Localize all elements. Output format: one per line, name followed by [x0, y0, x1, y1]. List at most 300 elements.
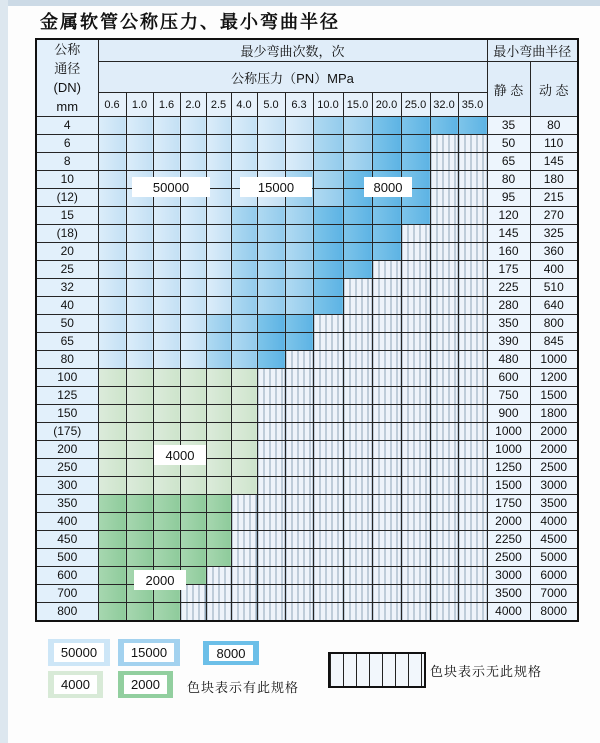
no-spec-cell [458, 513, 487, 531]
no-spec-cell [430, 171, 458, 189]
spec-cell-15000 [206, 333, 231, 351]
page-top-margin [0, 0, 600, 6]
pressure-col-header: 1.0 [126, 93, 153, 117]
no-spec-cell [401, 333, 430, 351]
spec-cell-2000 [126, 531, 153, 549]
no-spec-cell [343, 567, 372, 585]
no-spec-cell [458, 279, 487, 297]
spec-cell-4000 [126, 477, 153, 495]
spec-cell-50000 [180, 315, 206, 333]
spec-cell-2000 [126, 513, 153, 531]
no-spec-cell [458, 567, 487, 585]
no-spec-cell [401, 387, 430, 405]
no-spec-cell [231, 549, 257, 567]
no-spec-cell [430, 423, 458, 441]
no-spec-cell [313, 603, 343, 622]
spec-cell-4000 [231, 441, 257, 459]
table-row [36, 153, 578, 171]
no-spec-cell [343, 585, 372, 603]
spec-cell-8000 [401, 207, 430, 225]
spec-cell-4000 [126, 387, 153, 405]
no-spec-cell [458, 603, 487, 622]
no-spec-cell [458, 405, 487, 423]
no-spec-cell [206, 585, 231, 603]
no-spec-cell [231, 567, 257, 585]
no-spec-cell [430, 531, 458, 549]
static-radius-cell: 35 [487, 117, 530, 135]
spec-cell-4000 [231, 387, 257, 405]
spec-cell-2000 [98, 495, 126, 513]
spec-cell-15000 [313, 117, 343, 135]
no-spec-cell [285, 459, 313, 477]
table-row [36, 531, 578, 549]
no-spec-cell [401, 549, 430, 567]
spec-cell-15000 [231, 333, 257, 351]
spec-cell-8000 [401, 117, 430, 135]
dn-cell: 200 [36, 441, 98, 459]
dynamic-radius-cell: 2000 [530, 423, 578, 441]
spec-cell-2000 [126, 549, 153, 567]
no-spec-cell [257, 531, 285, 549]
spec-cell-8000 [313, 207, 343, 225]
zone-label-4000: 4000 [154, 445, 206, 465]
spec-cell-15000 [313, 135, 343, 153]
table-row [36, 585, 578, 603]
dynamic-radius-cell: 510 [530, 279, 578, 297]
no-spec-cell [401, 261, 430, 279]
spec-cell-2000 [98, 513, 126, 531]
spec-cell-2000 [180, 549, 206, 567]
no-spec-cell [285, 387, 313, 405]
spec-cell-50000 [285, 117, 313, 135]
spec-cell-8000 [285, 315, 313, 333]
legend-swatch-2000 [118, 671, 173, 698]
no-spec-cell [285, 405, 313, 423]
dynamic-radius-cell: 6000 [530, 567, 578, 585]
spec-cell-8000 [372, 207, 401, 225]
no-spec-cell [313, 459, 343, 477]
no-spec-cell [372, 477, 401, 495]
dynamic-radius-cell: 7000 [530, 585, 578, 603]
dn-cell: 40 [36, 297, 98, 315]
table-row [36, 567, 578, 585]
dn-cell: 350 [36, 495, 98, 513]
dn-cell: 20 [36, 243, 98, 261]
spec-cell-8000 [343, 261, 372, 279]
no-spec-cell [430, 495, 458, 513]
zone-label-8000: 8000 [364, 177, 412, 197]
table-row [36, 423, 578, 441]
spec-cell-15000 [285, 243, 313, 261]
spec-cell-50000 [180, 351, 206, 369]
legend [0, 635, 600, 725]
dn-cell: 400 [36, 513, 98, 531]
static-radius-cell: 2000 [487, 513, 530, 531]
spec-cell-50000 [180, 243, 206, 261]
no-spec-cell [458, 423, 487, 441]
no-spec-cell [401, 531, 430, 549]
spec-cell-8000 [372, 135, 401, 153]
spec-cell-8000 [313, 279, 343, 297]
table-row [36, 459, 578, 477]
spec-cell-50000 [98, 261, 126, 279]
legend-swatch-4000 [48, 671, 103, 698]
no-spec-cell [401, 423, 430, 441]
spec-cell-8000 [313, 297, 343, 315]
no-spec-cell [313, 477, 343, 495]
no-spec-cell [343, 405, 372, 423]
no-spec-cell [430, 297, 458, 315]
dynamic-radius-cell: 110 [530, 135, 578, 153]
no-spec-cell [343, 549, 372, 567]
no-spec-cell [257, 585, 285, 603]
dynamic-radius-cell: 1200 [530, 369, 578, 387]
legend-swatch-4000-label: 4000 [54, 675, 97, 694]
no-spec-cell [313, 567, 343, 585]
static-radius-cell: 65 [487, 153, 530, 171]
spec-cell-50000 [126, 117, 153, 135]
static-radius-cell: 390 [487, 333, 530, 351]
min-bend-radius-header: 最小弯曲半径 [487, 39, 578, 62]
no-spec-cell [430, 405, 458, 423]
pressure-col-header: 0.6 [98, 93, 126, 117]
table-row [36, 135, 578, 153]
dynamic-radius-cell: 3000 [530, 477, 578, 495]
dynamic-radius-cell: 2500 [530, 459, 578, 477]
spec-cell-50000 [180, 225, 206, 243]
spec-cell-50000 [257, 135, 285, 153]
no-spec-cell [313, 441, 343, 459]
legend-swatch-50000-label: 50000 [54, 643, 104, 662]
spec-cell-8000 [430, 117, 458, 135]
spec-cell-50000 [98, 243, 126, 261]
no-spec-cell [257, 423, 285, 441]
spec-cell-50000 [153, 333, 180, 351]
dynamic-radius-cell: 180 [530, 171, 578, 189]
no-spec-cell [343, 387, 372, 405]
dynamic-radius-cell: 4500 [530, 531, 578, 549]
no-spec-cell [372, 315, 401, 333]
spec-cell-8000 [343, 207, 372, 225]
no-spec-cell [458, 135, 487, 153]
corner-line-1: 公称 [54, 42, 81, 57]
no-spec-cell [401, 279, 430, 297]
spec-cell-50000 [126, 351, 153, 369]
spec-cell-4000 [98, 423, 126, 441]
spec-cell-50000 [98, 315, 126, 333]
spec-cell-4000 [180, 369, 206, 387]
dn-cell: 125 [36, 387, 98, 405]
table-row [36, 549, 578, 567]
table-row [36, 513, 578, 531]
spec-cell-50000 [98, 279, 126, 297]
spec-cell-15000 [343, 135, 372, 153]
no-spec-cell [430, 369, 458, 387]
dn-cell: 450 [36, 531, 98, 549]
spec-cell-8000 [257, 351, 285, 369]
no-spec-cell [313, 531, 343, 549]
no-spec-cell [257, 513, 285, 531]
spec-cell-8000 [257, 333, 285, 351]
no-spec-cell [206, 603, 231, 622]
spec-cell-50000 [180, 153, 206, 171]
spec-cell-50000 [126, 225, 153, 243]
static-radius-cell: 80 [487, 171, 530, 189]
dn-cell: 600 [36, 567, 98, 585]
spec-cell-2000 [180, 495, 206, 513]
no-spec-cell [401, 459, 430, 477]
spec-cell-50000 [153, 135, 180, 153]
no-spec-cell [430, 351, 458, 369]
no-spec-cell [430, 333, 458, 351]
no-spec-cell [458, 369, 487, 387]
no-spec-cell [401, 603, 430, 622]
dynamic-radius-cell: 5000 [530, 549, 578, 567]
dn-cell: 500 [36, 549, 98, 567]
table-header [36, 39, 578, 117]
spec-cell-50000 [98, 207, 126, 225]
spec-cell-4000 [206, 405, 231, 423]
static-radius-cell: 1750 [487, 495, 530, 513]
no-spec-cell [430, 225, 458, 243]
spec-cell-50000 [180, 261, 206, 279]
no-spec-cell [430, 441, 458, 459]
spec-cell-50000 [126, 297, 153, 315]
legend-has-spec-text: 色块表示有此规格 [187, 680, 300, 695]
dynamic-radius-cell: 800 [530, 315, 578, 333]
no-spec-cell [458, 315, 487, 333]
no-spec-cell [343, 315, 372, 333]
spec-cell-4000 [98, 459, 126, 477]
dn-cell: (175) [36, 423, 98, 441]
pressure-col-header: 6.3 [285, 93, 313, 117]
spec-table-wrap [35, 38, 579, 622]
dynamic-radius-cell: 845 [530, 333, 578, 351]
spec-cell-50000 [206, 279, 231, 297]
static-radius-cell: 1000 [487, 441, 530, 459]
spec-cell-15000 [231, 297, 257, 315]
spec-cell-4000 [180, 387, 206, 405]
no-spec-cell [257, 567, 285, 585]
spec-cell-4000 [126, 405, 153, 423]
spec-cell-4000 [231, 369, 257, 387]
dynamic-radius-cell: 4000 [530, 513, 578, 531]
dynamic-radius-cell: 325 [530, 225, 578, 243]
dynamic-radius-cell: 215 [530, 189, 578, 207]
spec-cell-4000 [153, 405, 180, 423]
static-radius-cell: 4000 [487, 603, 530, 622]
spec-cell-4000 [126, 441, 153, 459]
no-spec-cell [372, 549, 401, 567]
spec-cell-50000 [206, 261, 231, 279]
static-radius-cell: 280 [487, 297, 530, 315]
no-spec-cell [285, 423, 313, 441]
spec-cell-2000 [206, 531, 231, 549]
pressure-col-header: 15.0 [343, 93, 372, 117]
table-row [36, 279, 578, 297]
spec-cell-15000 [257, 225, 285, 243]
no-spec-cell [401, 585, 430, 603]
spec-cell-4000 [206, 387, 231, 405]
dn-cell: (12) [36, 189, 98, 207]
spec-cell-50000 [206, 153, 231, 171]
static-radius-cell: 750 [487, 387, 530, 405]
no-spec-cell [458, 153, 487, 171]
dn-cell: 6 [36, 135, 98, 153]
spec-cell-15000 [343, 153, 372, 171]
spec-cell-50000 [153, 243, 180, 261]
no-spec-cell [458, 243, 487, 261]
dynamic-radius-cell: 1800 [530, 405, 578, 423]
dynamic-radius-cell: 2000 [530, 441, 578, 459]
no-spec-cell [458, 585, 487, 603]
no-spec-cell [372, 423, 401, 441]
no-spec-cell [343, 297, 372, 315]
spec-cell-2000 [206, 513, 231, 531]
no-spec-cell [372, 441, 401, 459]
no-spec-cell [401, 225, 430, 243]
no-spec-cell [231, 603, 257, 622]
page-left-margin [0, 0, 8, 743]
spec-cell-15000 [313, 153, 343, 171]
no-spec-cell [401, 297, 430, 315]
spec-cell-50000 [180, 333, 206, 351]
spec-cell-2000 [98, 549, 126, 567]
spec-cell-8000 [372, 153, 401, 171]
no-spec-cell [401, 441, 430, 459]
no-spec-cell [343, 495, 372, 513]
spec-cell-4000 [126, 459, 153, 477]
dn-cell: 250 [36, 459, 98, 477]
spec-cell-50000 [153, 153, 180, 171]
no-spec-cell [372, 405, 401, 423]
no-spec-cell [285, 603, 313, 622]
corner-line-4: mm [56, 99, 79, 114]
static-radius-cell: 1250 [487, 459, 530, 477]
no-spec-cell [257, 387, 285, 405]
spec-cell-2000 [98, 603, 126, 622]
pressure-col-header: 35.0 [458, 93, 487, 117]
no-spec-cell [343, 459, 372, 477]
no-spec-cell [372, 531, 401, 549]
spec-cell-50000 [153, 297, 180, 315]
spec-cell-2000 [153, 495, 180, 513]
spec-cell-50000 [126, 333, 153, 351]
spec-cell-2000 [153, 549, 180, 567]
no-spec-cell [430, 243, 458, 261]
spec-cell-4000 [206, 477, 231, 495]
no-spec-cell [372, 351, 401, 369]
spec-cell-4000 [153, 477, 180, 495]
no-spec-cell [372, 495, 401, 513]
spec-cell-50000 [231, 153, 257, 171]
spec-cell-4000 [98, 405, 126, 423]
pressure-col-header: 10.0 [313, 93, 343, 117]
no-spec-cell [430, 279, 458, 297]
pressure-col-header: 2.0 [180, 93, 206, 117]
dn-cell: 150 [36, 405, 98, 423]
static-radius-cell: 160 [487, 243, 530, 261]
no-spec-cell [430, 387, 458, 405]
no-spec-cell [313, 405, 343, 423]
no-spec-cell [313, 513, 343, 531]
no-spec-cell [231, 513, 257, 531]
spec-cell-15000 [231, 261, 257, 279]
spec-cell-8000 [257, 315, 285, 333]
spec-cell-15000 [313, 171, 343, 189]
spec-cell-15000 [231, 279, 257, 297]
no-spec-cell [285, 567, 313, 585]
table-row [36, 225, 578, 243]
no-spec-cell [458, 207, 487, 225]
no-spec-cell [372, 279, 401, 297]
static-radius-cell: 900 [487, 405, 530, 423]
no-spec-cell [313, 585, 343, 603]
static-radius-cell: 1000 [487, 423, 530, 441]
no-spec-cell [343, 333, 372, 351]
no-spec-cell [343, 513, 372, 531]
spec-cell-8000 [401, 135, 430, 153]
spec-cell-50000 [98, 351, 126, 369]
no-spec-cell [430, 603, 458, 622]
no-spec-cell [343, 603, 372, 622]
spec-cell-4000 [231, 477, 257, 495]
spec-cell-50000 [180, 207, 206, 225]
zone-label-50000: 50000 [132, 177, 210, 197]
spec-cell-4000 [231, 459, 257, 477]
table-row [36, 243, 578, 261]
spec-cell-4000 [206, 423, 231, 441]
spec-cell-15000 [257, 207, 285, 225]
spec-cell-2000 [98, 531, 126, 549]
dn-cell: 10 [36, 171, 98, 189]
no-spec-cell [401, 351, 430, 369]
table-row [36, 315, 578, 333]
no-spec-cell [458, 171, 487, 189]
no-spec-cell [257, 441, 285, 459]
spec-cell-50000 [126, 279, 153, 297]
spec-cell-2000 [153, 531, 180, 549]
no-spec-cell [343, 477, 372, 495]
no-spec-cell [458, 531, 487, 549]
dn-cell: (18) [36, 225, 98, 243]
spec-cell-15000 [285, 297, 313, 315]
static-radius-cell: 2500 [487, 549, 530, 567]
spec-cell-50000 [153, 261, 180, 279]
legend-swatch-15000 [118, 639, 180, 666]
table-row [36, 405, 578, 423]
no-spec-cell [343, 351, 372, 369]
pressure-col-header: 25.0 [401, 93, 430, 117]
static-radius-cell: 175 [487, 261, 530, 279]
no-spec-cell [458, 333, 487, 351]
no-spec-cell [430, 513, 458, 531]
legend-swatch-8000 [203, 641, 259, 665]
dn-cell: 50 [36, 315, 98, 333]
no-spec-cell [372, 333, 401, 351]
spec-cell-50000 [285, 135, 313, 153]
no-spec-cell [231, 585, 257, 603]
spec-cell-50000 [126, 243, 153, 261]
no-spec-cell [458, 459, 487, 477]
pressure-col-header: 32.0 [430, 93, 458, 117]
no-spec-cell [257, 495, 285, 513]
spec-cell-2000 [126, 495, 153, 513]
spec-cell-15000 [285, 279, 313, 297]
spec-cell-15000 [257, 261, 285, 279]
pressure-col-header: 1.6 [153, 93, 180, 117]
no-spec-cell [257, 603, 285, 622]
